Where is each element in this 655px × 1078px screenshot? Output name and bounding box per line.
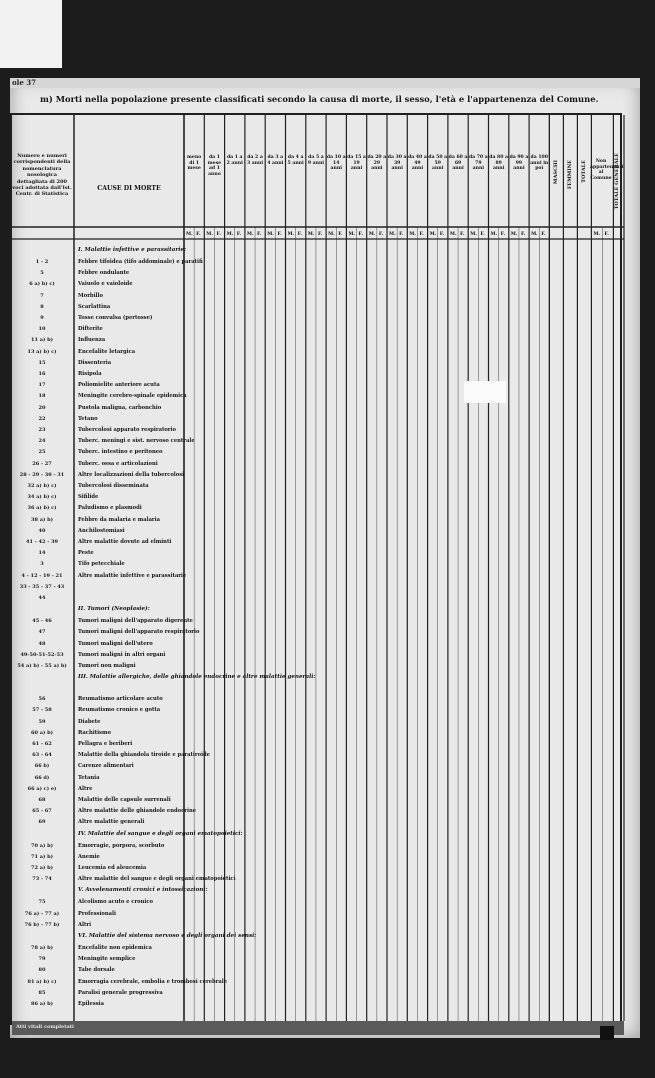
nomenclature-code: 66 d) — [34, 774, 50, 781]
nomenclature-code: 79 — [38, 956, 46, 963]
cause-of-death: Tifo petecchiale — [78, 561, 125, 568]
nomenclature-code: 38 a) b) — [31, 516, 53, 523]
sex-label: F. — [419, 232, 424, 237]
grand-total-header: TOTALE GENERALE — [614, 153, 620, 210]
section-heading: IV. Malattie del sangue e degli organi ematopoietici: — [78, 830, 243, 837]
cause-of-death: Meningite semplice — [78, 956, 136, 963]
nomenclature-code: 5 — [40, 270, 44, 277]
sex-label: M. — [368, 232, 376, 237]
nomenclature-code: 13 a) b) c) — [27, 348, 57, 355]
age-group-header: da 5 a 9 anni — [307, 155, 325, 166]
nomenclature-code: 8 — [40, 303, 44, 310]
sex-label: M. — [307, 232, 315, 237]
cause-of-death: Paludismo e plasmodi — [78, 505, 142, 512]
sex-label: M. — [531, 232, 538, 237]
nomenclature-code: 86 a) b) — [31, 1001, 53, 1007]
codes-column-header: Numero e numeri corrispondenti della nomenclatura nosologica dettagliata di 200 voci adottata dall'Ist. Centr. di Statistica — [12, 153, 72, 198]
header-strip — [10, 78, 640, 88]
nomenclature-code: 85 — [38, 989, 46, 996]
nomenclature-code: 49-50-51-52-53 — [20, 651, 64, 658]
cause-of-death: Paralisi generale progressiva — [78, 989, 163, 996]
cause-of-death: Professionali — [78, 910, 116, 917]
cause-column-header: CAUSE DI MORTE — [97, 185, 161, 192]
page-title: m) Morti nella popolazione presente classificati secondo la causa di morte, il sesso, l'età e l'appartenenza del Comune. — [40, 94, 599, 104]
cause-of-death: Diabete — [78, 718, 101, 725]
age-group-header: da 4 a 5 anni — [287, 155, 304, 166]
cause-of-death: Tubercolosi disseminata — [78, 483, 149, 489]
nomenclature-code: 32 a) b) c) — [27, 483, 57, 489]
cause-of-death: Alcolismo acuto e cronico — [78, 899, 154, 906]
nomenclature-code: 44 — [38, 595, 46, 601]
sex-label: M. — [593, 232, 601, 237]
cause-of-death: Altre localizzazioni della tubercolosi — [78, 471, 185, 478]
cause-of-death: Febbre da malaria e malaria — [78, 516, 160, 523]
sex-label: F. — [480, 232, 485, 237]
section-heading: III. Malattie allergiche, delle ghiandole endocrine e altre malattie generali: — [78, 674, 316, 681]
nomenclature-code: 59 — [38, 718, 46, 725]
cause-of-death: Reumatismo articolare acuto — [78, 696, 163, 703]
nomenclature-code: 71 a) b) — [31, 853, 53, 860]
nomenclature-code: 14 — [38, 550, 46, 557]
sex-label: F. — [500, 232, 506, 237]
cause-of-death: Tubercolosi apparato respiratorio — [78, 427, 176, 433]
sex-label: F. — [604, 232, 609, 237]
cause-of-death: Tumori maligni dell'apparato digerente — [78, 618, 193, 625]
age-group-header: da 80 a 89 anni — [489, 155, 509, 172]
nomenclature-code: 45 - 46 — [32, 618, 52, 625]
scan-corner — [0, 0, 62, 68]
sex-label: F. — [520, 232, 526, 237]
nomenclature-code: 47 — [38, 629, 46, 636]
nomenclature-code: 26 - 27 — [32, 460, 52, 467]
age-group-header: da 30 a 39 anni — [387, 155, 407, 172]
cause-of-death: Pustola maligna, carbonchio — [78, 404, 162, 411]
cause-of-death: Febbre ondulante — [78, 270, 130, 277]
nomenclature-code: 81 a) b) c) — [27, 978, 57, 985]
nomenclature-code: 69 — [38, 819, 46, 826]
nomenclature-code: 63 - 64 — [32, 752, 52, 759]
sex-label: M. — [470, 232, 477, 237]
sex-label: F. — [216, 232, 221, 237]
nomenclature-code: 68 — [38, 797, 46, 803]
blank-patch — [464, 381, 506, 403]
cause-of-death: Tuberc. intestino e peritoneo — [78, 449, 163, 456]
age-group-header: da 70 a 79 anni — [468, 155, 488, 172]
nomenclature-code: 70 a) b) — [31, 842, 53, 849]
nomenclature-code: 23 — [38, 427, 46, 433]
cause-of-death: Tuberc. meningi e sist. nervoso centrale — [78, 438, 195, 445]
section-heading: V. Avvelenamenti cronici e intossicazioni: — [78, 887, 208, 894]
nomenclature-code: 9 — [40, 315, 44, 321]
sex-label: F. — [257, 232, 262, 237]
cause-of-death: Tumori maligni dell'apparato respiratorio — [78, 629, 200, 636]
sex-label: M. — [186, 232, 193, 237]
nomenclature-code: 3 — [40, 561, 44, 568]
cause-of-death: Anchilostomiasi — [78, 527, 125, 534]
cause-of-death: Risipola — [78, 371, 102, 377]
cause-of-death: Altri — [78, 921, 92, 928]
nomenclature-code: 76 b) - 77 b) — [24, 921, 60, 928]
sex-label: M. — [510, 232, 518, 237]
nomenclature-code: 22 — [38, 415, 46, 422]
nomenclature-code: 11 a) b) — [31, 337, 53, 344]
age-group-header: da 15 a 19 anni — [347, 155, 366, 172]
age-group-header: da 2 a 3 anni — [246, 155, 264, 166]
nomenclature-code: 41 - 42 - 39 — [26, 539, 58, 545]
sex-label: M. — [287, 232, 295, 237]
nomenclature-code: 75 — [38, 899, 46, 906]
nomenclature-code: 48 — [38, 640, 46, 647]
sex-label: M. — [246, 232, 254, 237]
nomenclature-code: 17 — [38, 382, 46, 389]
sex-label: M. — [328, 232, 335, 237]
nomenclature-code: 15 — [38, 359, 46, 366]
sex-label: F. — [439, 232, 445, 237]
section-heading: I. Malattie infettive e parassitarie: — [78, 247, 187, 253]
cause-of-death: Vaiuolo e vaioloide — [78, 281, 133, 288]
nomenclature-code: 10 — [38, 326, 46, 333]
cause-of-death: Altre malattie delle ghiandole endocrine — [78, 808, 197, 815]
age-group-header: da 40 a 49 anni — [408, 155, 427, 172]
cause-of-death: Tetano — [78, 415, 98, 422]
nomenclature-code: 36 a) b) c) — [27, 505, 57, 512]
age-group-header: da 1 a 2 anni — [226, 155, 243, 166]
cause-of-death: Altre malattie del sangue e degli organi ematopoietici — [78, 876, 236, 883]
nomenclature-code: 24 — [38, 438, 46, 445]
cause-of-death: Encefalite letargica — [78, 348, 136, 355]
sex-label: F. — [541, 232, 546, 237]
cause-of-death: Peste — [78, 550, 94, 557]
cause-of-death: Influenza — [78, 337, 106, 344]
nomenclature-code: 72 a) b) — [31, 865, 53, 871]
nomenclature-code: 78 a) b) — [31, 945, 53, 951]
cause-of-death: Difterite — [78, 326, 103, 333]
cause-of-death: Leucemia ed aleucemia — [78, 865, 147, 871]
cause-of-death: Sifilide — [78, 494, 99, 501]
cause-of-death: Emorragie, porpora, scorbuto — [78, 842, 165, 849]
cause-of-death: Rachitismo — [78, 729, 111, 736]
age-group-header: da 20 a 29 anni — [367, 155, 387, 172]
nomenclature-code: 40 — [38, 527, 46, 534]
nomenclature-code: 34 a) b) c) — [27, 494, 57, 501]
males-header: MASCHI — [553, 160, 559, 185]
sex-label: M. — [490, 232, 498, 237]
sex-label: M. — [226, 232, 234, 237]
cause-of-death: Altre — [78, 785, 93, 792]
sex-label: F. — [196, 232, 201, 237]
page-number: ole 37 — [12, 78, 36, 87]
nomenclature-code: 18 — [38, 393, 46, 400]
nomenclature-code: 7 — [40, 292, 44, 299]
cause-of-death: Scarlattina — [78, 303, 111, 310]
sex-label: M. — [409, 232, 416, 237]
age-group-header: da 10 a 14 anni — [326, 155, 346, 172]
age-group-header: da 3 a 4 anni — [267, 155, 284, 166]
scan-marker — [600, 1026, 614, 1040]
section-heading: II. Tumori (Neoplasie): — [78, 606, 150, 613]
cause-of-death: Malattie della ghiandola tiroide e paratiroide — [78, 752, 210, 759]
cause-of-death: Carenze alimentari — [78, 763, 134, 770]
sex-label: M. — [449, 232, 457, 237]
sex-label: F. — [277, 232, 282, 237]
cause-of-death: Pellagra e beriberi — [78, 741, 133, 747]
sex-label: F. — [399, 232, 404, 237]
footer-strip — [12, 1021, 624, 1035]
sex-label: F. — [378, 232, 384, 237]
nomenclature-code: 73 - 74 — [32, 876, 52, 883]
nomenclature-code: 57 - 58 — [32, 707, 52, 714]
cause-of-death: Encefalite non epidemica — [78, 945, 152, 951]
cause-of-death: Altre malattie dovute ad elminti — [78, 539, 172, 545]
nomenclature-code: 1 - 2 — [35, 259, 49, 265]
cause-of-death: Tabe dorsale — [78, 967, 115, 974]
age-group-header: meno di 1 mese — [187, 155, 202, 172]
cause-of-death: Morbillo — [78, 292, 103, 299]
cause-of-death: Altre malattie generali — [78, 819, 145, 826]
cause-of-death: Tumori maligni in altri organi — [78, 651, 166, 658]
footer-note: Atti vitali completati — [16, 1024, 74, 1030]
cause-of-death: Tosse convulsa (pertosse) — [78, 315, 153, 321]
nomenclature-code: 76 a) - 77 a) — [24, 910, 60, 917]
nomenclature-code: 28 - 29 - 30 - 31 — [19, 471, 65, 478]
sex-label: M. — [348, 232, 356, 237]
document-page — [10, 78, 640, 1038]
nomenclature-code: 20 — [38, 404, 46, 411]
sex-label: F. — [236, 232, 242, 237]
nomenclature-code: 56 — [38, 696, 46, 703]
cause-of-death: Reumatismo cronico e gotta — [78, 707, 161, 714]
sex-label: F. — [460, 232, 465, 237]
non-residents-header: Non appartenenti al Comune — [590, 159, 624, 181]
cause-of-death: Altre malattie infettive e parassitarie — [78, 572, 187, 579]
cause-of-death: Meningite cerebro-spinale epidemica — [78, 393, 187, 400]
sex-label: M. — [389, 232, 396, 237]
cause-of-death: Epilessia — [78, 1001, 104, 1007]
sex-label: F. — [317, 232, 323, 237]
nomenclature-code: 25 — [38, 449, 46, 456]
cause-of-death: Malattie delle capsule surrenali — [78, 797, 171, 803]
cause-of-death: Emorragia cerebrale, embolia e trombosi cerebrale — [78, 978, 228, 985]
cause-of-death: Febbre tifoidea (tifo addominale) e paratifi — [78, 259, 203, 265]
nomenclature-code: 80 — [38, 967, 46, 974]
sex-label: M. — [429, 232, 437, 237]
total-header: TOTALE — [581, 160, 587, 183]
nomenclature-code: 65 - 67 — [32, 808, 52, 815]
nomenclature-code: 54 a) b) - 55 a) b) — [17, 663, 67, 669]
cause-of-death: Poliomielite anteriore acuta — [78, 382, 160, 389]
sex-label: M. — [267, 232, 274, 237]
nomenclature-code: 61 - 62 — [32, 741, 52, 747]
nomenclature-code: 6 a) b) c) — [29, 281, 55, 288]
cause-of-death: Tuberc. ossa e articolazioni — [78, 460, 158, 467]
age-group-header: da 60 a 69 anni — [448, 155, 468, 172]
cause-of-death: Tumori maligni dell'utero — [78, 640, 153, 647]
sex-label: F. — [338, 232, 343, 237]
cause-of-death: Dissenteria — [78, 359, 112, 366]
age-group-header: da 50 a 59 anni — [428, 155, 448, 172]
nomenclature-code: 16 — [38, 371, 46, 377]
nomenclature-code: 60 a) b) — [31, 729, 53, 736]
nomenclature-code: 33 - 35 - 37 - 43 — [19, 583, 65, 590]
sex-label: M. — [206, 232, 213, 237]
age-group-header: da 100 anni in poi — [530, 155, 549, 172]
nomenclature-code: 66 a) c) e) — [27, 785, 57, 792]
mortality-table — [10, 113, 624, 1030]
cause-of-death: Tumori non maligni — [78, 663, 136, 669]
nomenclature-code: 4 - 12 - 19 - 21 — [21, 572, 63, 579]
cause-of-death: Tetania — [78, 774, 100, 781]
age-group-header: da 90 a 99 anni — [509, 155, 529, 172]
sex-label: F. — [297, 232, 303, 237]
section-heading: VI. Malattie del sistema nervoso e degli organi dei sensi: — [78, 933, 257, 939]
females-header: FEMMINE — [567, 160, 573, 190]
nomenclature-code: 66 b) — [34, 763, 50, 770]
sex-label: F. — [358, 232, 363, 237]
age-group-header: da 1 mese ad 1 anno — [207, 155, 222, 177]
cause-of-death: Anemie — [78, 853, 100, 860]
